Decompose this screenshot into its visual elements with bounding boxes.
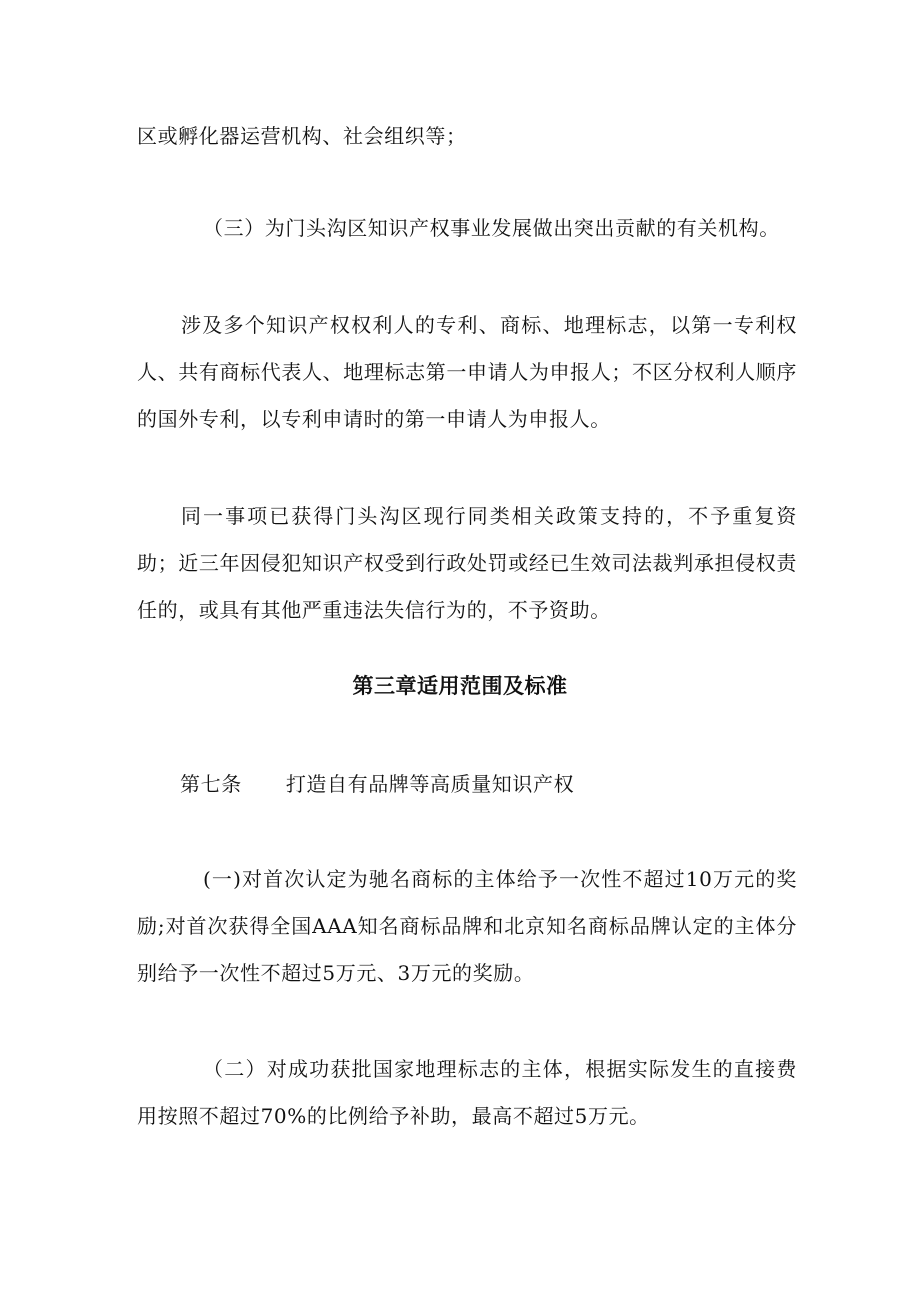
paragraph-no-duplicate-funding: 同一事项已获得门头沟区现行同类相关政策支持的，不予重复资助；近三年因侵犯知识产权受到行政处罚或经已生效司法裁判承担侵权责任的，或具有其他严重违法失信行为的，不予资助。 xyxy=(137,504,797,622)
paragraph-multiple-rights-holders: 涉及多个知识产权权利人的专利、商标、地理标志，以第一专利权人、共有商标代表人、地理标志第一申请人为申报人；不区分权利人顺序的国外专利，以专利申请时的第一申请人为申报人。 xyxy=(137,313,797,431)
article-heading xyxy=(180,764,574,804)
paragraph-item-one-well-known-trademark: (一)对首次认定为驰名商标的主体给予一次性不超过10万元的奖励;对首次获得全国AAA知名商标品牌和北京知名商标品牌认定的主体分别给予一次性不超过5万元、3万元的奖励。 xyxy=(137,867,797,985)
paragraph-item-three: （三）为门头沟区知识产权事业发展做出突出贡献的有关机构。 xyxy=(203,216,780,240)
chapter-title: 第三章适用范围及标准 xyxy=(352,674,568,698)
article-title: 打造自有品牌等高质量知识产权 xyxy=(285,772,575,796)
paragraph-item-two-geographical-indication: （二）对成功获批国家地理标志的主体，根据实际发生的直接费用按照不超过70%的比例给予补助，最高不超过5万元。 xyxy=(137,1057,797,1128)
paragraph-eligible-org-end: 区或孵化器运营机构、社会组织等； xyxy=(137,124,467,148)
article-number: 第七条 xyxy=(180,772,242,796)
